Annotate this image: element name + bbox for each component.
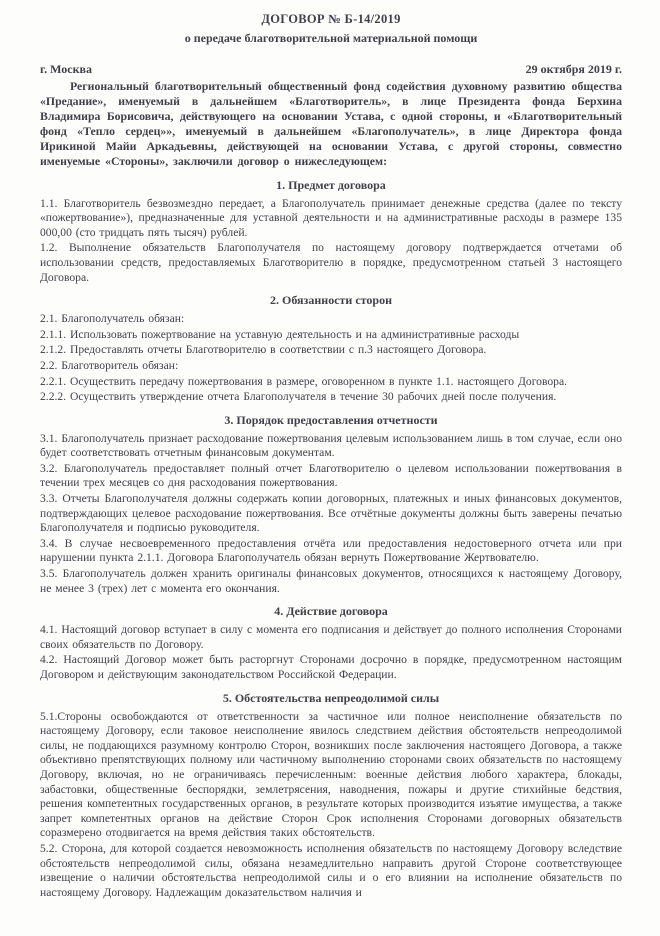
contract-paragraph: 2.2. Благотворитель обязан: <box>40 358 179 372</box>
contract-paragraph: 5.2. Сторона, для которой создается невозможность исполнения обязательств по настоящему Договору вследствие обстоятельств непреодолимой силы, обязана незамедлительно направить другой Стороне соответствующее извещение о наличии обстоятельства непреодолимой силы и о его влиянии на исполнение обязательств по настоящему Договору. Надлежащим доказательством наличия и <box>40 841 622 899</box>
contract-paragraph: 2.2.1. Осуществить передачу пожертвования в размере, оговоренном в пункте 1.1. настоящего Договора. <box>40 374 568 388</box>
section-heading: 3. Порядок предоставления отчетности <box>224 412 438 427</box>
contract-paragraph: 5.1.Стороны освобождаются от ответственности за частичное или полное неисполнение обязательств по настоящему Договору, если таковое неисполнение явилось следствием действия обстоятельств непреодолимой силы, не поддающихся разумному контролю Сторон, возникших после заключения настоящего Договора, а также объективно препятствующих полному или частичному выполнению сторонами своих обязательств по настоящему Договору, включая, но не ограничиваясь перечисленным: военные действия любого характера, блокады, забастовки, общественные беспорядки, землетрясения, наводнения, пожары и другие стихийные бедствия, решения компетентных государственных органов, в результате которых производится изъятие имущества, а также запрет компетентных органов на действие Сторон Срок исполнения Сторонами договорных обязательств соразмерено отодвигается на время действия таких обстоятельств. <box>40 709 622 840</box>
section-heading: 1. Предмет договора <box>276 177 386 192</box>
date-label: 29 октября 2019 г. <box>525 62 622 76</box>
contract-paragraph: 2.1.2. Предоставлять отчеты Благотворителю в соответствии с п.3 настоящего Договора. <box>40 343 487 357</box>
sections-container <box>40 178 622 901</box>
contract-paragraph: 4.1. Настоящий договор вступает в силу с момента его подписания и действует до полного исполнения Сторонами своих обязательств по Договору. <box>40 623 622 651</box>
contract-paragraph: 3.5. Благополучатель должен хранить оригиналы финансовых документов, относящихся к настоящему Договору, не менее 3 (трех) лет с момента его окончания. <box>40 567 622 595</box>
contract-paragraph: 4.2. Настоящий Договор может быть расторгнут Сторонами досрочно в порядке, предусмотренном настоящим Договором и действующим законодательством Российской Федерации. <box>40 653 622 681</box>
contract-paragraph: 3.3. Отчеты Благополучателя должны содержать копии договорных, платежных и иных финансовых документов, подтверждающих целевое расходование пожертвования. Все отчётные документы должны быть заверены печатью Благополучателя и подписью руководителя. <box>40 492 622 535</box>
place-date-row <box>40 62 622 77</box>
contract-paragraph: 2.2.2. Осуществить утверждение отчета Благополучателя в течение 30 рабочих дней после получения. <box>40 390 557 404</box>
document-title: ДОГОВОР № Б-14/2019 <box>261 12 401 26</box>
contract-paragraph: 3.1. Благополучатель признает расходование пожертвования целевым использованием лишь в том случае, если оно будет соответствовать отчетным финансовым документам. <box>40 431 622 460</box>
section-heading: 4. Действие договора <box>274 604 388 619</box>
place-label: г. Москва <box>40 62 92 76</box>
section-heading: 2. Обязанности сторон <box>270 293 392 308</box>
contract-paragraph: 1.1. Благотворитель безвозмездно передает, а Благополучатель принимает денежные средства (далее по тексту «пожертвование»), предназначенные для уставной деятельности и на административные расходы в размере 135 000,00 (сто тридцать пять тысяч) рублей. <box>40 196 622 239</box>
document-subtitle: о передаче благотворительной материальной помощи <box>184 31 478 45</box>
contract-paragraph: 3.4. В случае несвоевременного предоставления отчёта или предоставления недостоверного отчета или при нарушении пункта 2.1.1. Договора Благополучатель обязан вернуть Пожертвование Жертвователю. <box>40 536 622 565</box>
preamble-paragraph: Региональный благотворительный общественный фонд содействия духовному развитию общества «Предание», именуемый в дальнейшем «Благотворитель», в лице Президента фонда Берхина Владимира Борисовича, действующего на основании Устава, с одной стороны, и «Благотворительный фонд «Тепло сердец»», именуемый в дальнейшем «Благополучатель», в лице Директора фонда Ирикиной Майи Аркадьевны, действующей на основании Устава, с другой стороны, совместно именуемые «Стороны», заключили договор о нижеследующем: <box>40 79 622 169</box>
section-heading: 5. Обстоятельства непреодолимой силы <box>222 690 440 705</box>
contract-paragraph: 1.2. Выполнение обязательств Благополучателя по настоящему договору подтверждается отчетами об использовании средств, предоставляемых Благотворителю в порядке, предусмотренном статьей 3 настоящего Договора. <box>40 241 622 284</box>
contract-paragraph: 3.2. Благополучатель предоставляет полный отчет Благотворителю о целевом использовании пожертвования в течении трех месяцев со дня расходования пожертвования. <box>40 461 622 490</box>
contract-paragraph: 2.1.1. Использовать пожертвование на уставную деятельность и на административные расходы <box>40 327 520 341</box>
contract-paragraph: 2.1. Благополучатель обязан: <box>40 312 185 326</box>
